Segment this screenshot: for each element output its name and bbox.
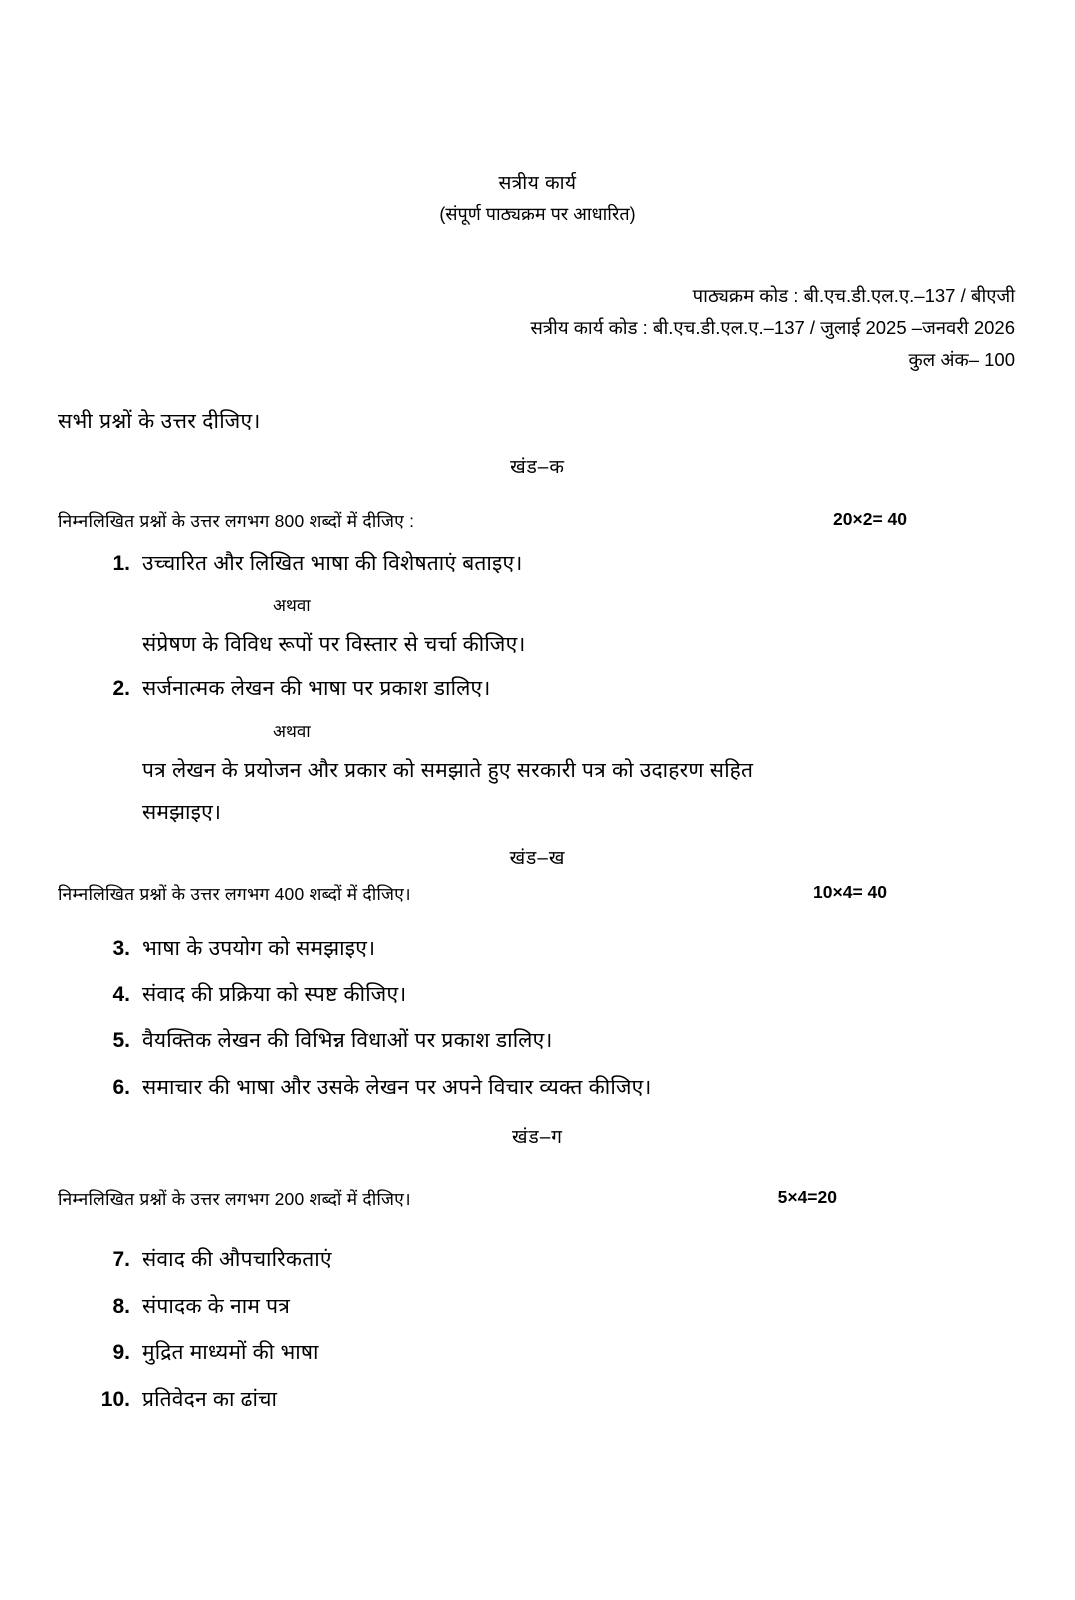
section-a-marks: 20×2= 40 [833, 508, 907, 529]
section-b-questions [58, 934, 1017, 1104]
question-text: वैयक्तिक लेखन की विभिन्न विधाओं पर प्रकाश डालिए। [142, 1029, 553, 1053]
question-number: 2. [112, 677, 130, 701]
question-text: प्रतिवेदन का ढांचा [142, 1387, 278, 1411]
answer-all-instruction: सभी प्रश्नों के उत्तर दीजिए। [58, 409, 261, 433]
alternate-question-text: संप्रेषण के विविध रूपों पर विस्तार से चर्चा कीजिए। [142, 633, 526, 657]
section-b-marks: 10×4= 40 [813, 881, 887, 902]
list-item [58, 549, 1017, 658]
page-title: सत्रीय कार्य [498, 173, 577, 194]
or-label: अथवा [273, 721, 311, 741]
total-marks: कुल अंक– 100 [908, 349, 1015, 371]
section-c-questions [58, 1245, 1017, 1415]
page-subtitle: (संपूर्ण पाठ्यक्रम पर आधारित) [439, 203, 636, 224]
question-text: संपादक के नाम पत्र [142, 1294, 291, 1318]
list-item [58, 1073, 1017, 1103]
question-text: संवाद की प्रक्रिया को स्पष्ट कीजिए। [142, 982, 407, 1006]
alternate-question-text: पत्र लेखन के प्रयोजन और प्रकार को समझाते हुए सरकारी पत्र को उदाहरण सहित [142, 758, 754, 782]
page-content [58, 170, 1017, 1415]
question-number: 6. [112, 1075, 130, 1099]
question-text: उच्चारित और लिखित भाषा की विशेषताएं बताइए। [142, 551, 523, 575]
section-c-instruction-row [58, 1187, 1017, 1211]
course-meta-block [58, 280, 1017, 377]
section-c-instruction: निम्नलिखित प्रश्नों के उत्तर लगभग 200 शब्दों में दीजिए। [58, 1189, 411, 1210]
or-label: अथवा [273, 596, 311, 616]
question-text: संवाद की औपचारिकताएं [142, 1248, 332, 1272]
section-b-instruction: निम्नलिखित प्रश्नों के उत्तर लगभग 400 शब्दों में दीजिए। [58, 883, 411, 904]
section-b-instruction-row [58, 882, 1017, 906]
question-text: भाषा के उपयोग को समझाइए। [142, 936, 376, 960]
question-number: 5. [112, 1029, 130, 1053]
section-a-instruction: निम्नलिखित प्रश्नों के उत्तर लगभग 800 शब्दों में दीजिए : [58, 510, 415, 531]
list-item [58, 674, 1017, 825]
question-text: समाचार की भाषा और उसके लेखन पर अपने विचार व्यक्त कीजिए। [142, 1075, 652, 1099]
list-item [58, 980, 1017, 1010]
list-item [58, 1026, 1017, 1056]
question-number: 8. [112, 1294, 130, 1318]
list-item [58, 1292, 1017, 1322]
section-a-instruction-row [58, 509, 1017, 533]
question-number: 4. [112, 982, 130, 1006]
list-item [58, 1245, 1017, 1275]
list-item [58, 1338, 1017, 1368]
list-item [58, 1385, 1017, 1415]
question-number: 7. [112, 1248, 130, 1272]
question-number: 10. [100, 1387, 130, 1411]
section-heading-b: खंड–ख [509, 847, 566, 869]
question-number: 3. [112, 936, 130, 960]
question-text: मुद्रित माध्यमों की भाषा [142, 1341, 319, 1365]
section-heading-a: खंड–क [510, 456, 565, 478]
list-item [58, 934, 1017, 964]
question-number: 1. [112, 551, 130, 575]
section-a-questions [58, 549, 1017, 826]
course-code: पाठ्यक्रम कोड : बी.एच.डी.एल.ए.–137 / बीएजी [692, 284, 1015, 306]
assignment-code: सत्रीय कार्य कोड : बी.एच.डी.एल.ए.–137 / जुलाई 2025 –जनवरी 2026 [530, 316, 1015, 338]
alternate-question-text-continued: समझाइए। [142, 800, 222, 824]
question-number: 9. [112, 1341, 130, 1365]
section-c-marks: 5×4=20 [777, 1187, 837, 1208]
section-heading-c: खंड–ग [512, 1127, 563, 1149]
question-text: सर्जनात्मक लेखन की भाषा पर प्रकाश डालिए। [142, 677, 491, 701]
